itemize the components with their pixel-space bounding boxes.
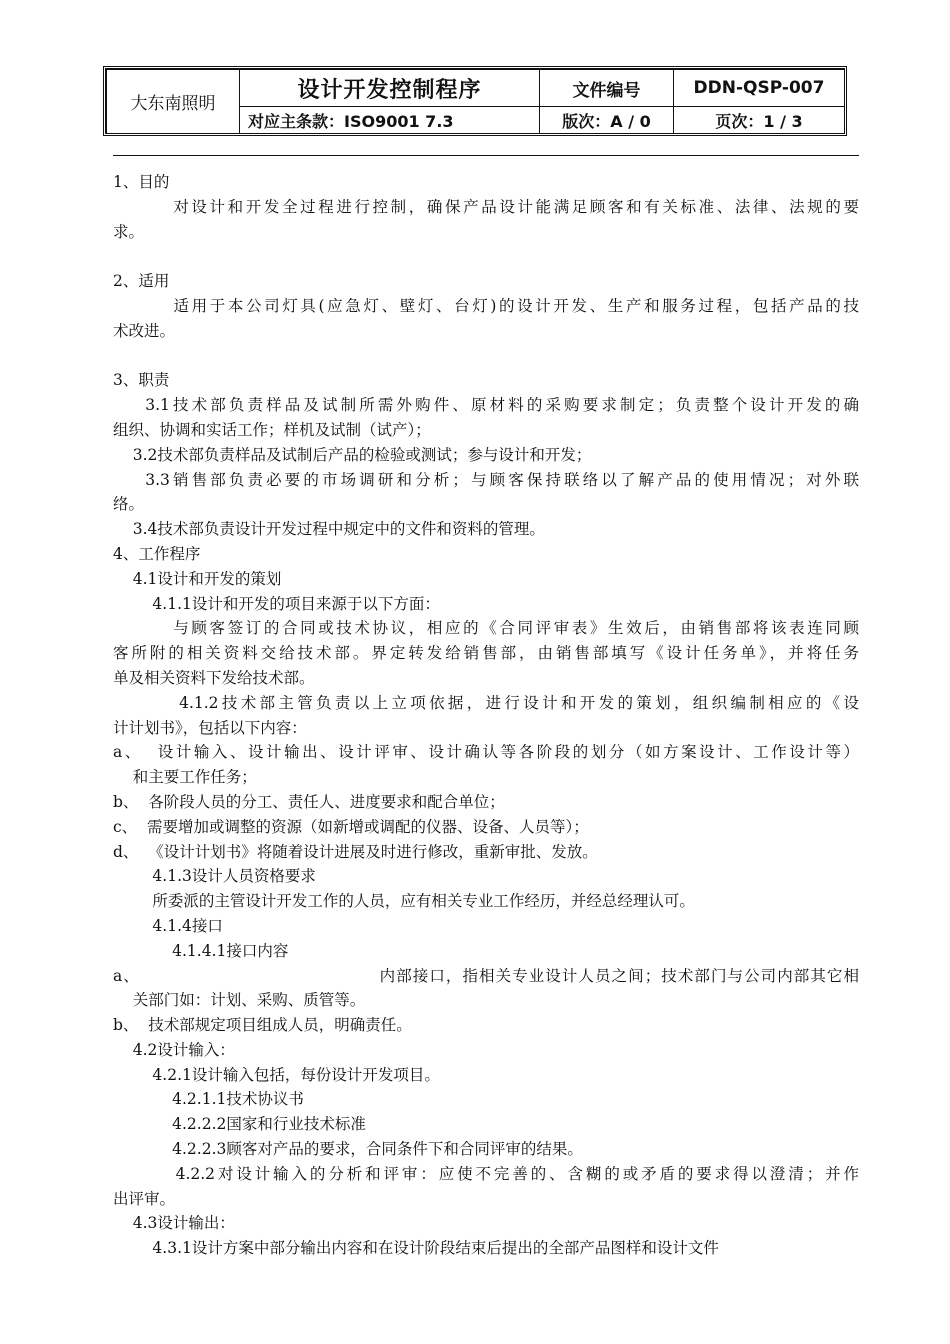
clause-reference: 对应主条款：ISO9001 7.3	[240, 107, 540, 134]
body-line: 4.1.1设计和开发的项目来源于以下方面：	[113, 594, 440, 613]
body-line: 3.1技术部负责样品及试制所需外购件、原材料的采购要求制定；负责整个设计开发的确	[113, 396, 859, 415]
body-line: c、 需要增加或调整的资源（如新增或调配的仪器、设备、人员等）；	[113, 817, 589, 836]
body-line: 适用于本公司灯具(应急灯、壁灯、台灯)的设计开发、生产和服务过程，包括产品的技	[113, 296, 859, 315]
body-line: 4.2.2.3顾客对产品的要求，合同条件下和合同评审的结果。	[113, 1140, 583, 1159]
body-line: 4.1.3设计人员资格要求	[113, 867, 316, 886]
body-line: 求。	[113, 222, 145, 241]
body-line: 4.1设计和开发的策划	[113, 569, 282, 588]
version-label: 版次：A / 0	[540, 107, 674, 134]
body-line: 1、目的	[113, 173, 170, 191]
body-line: 络。	[113, 495, 145, 514]
body-line: 3.2技术部负责样品及试制后产品的检验或测试；参与设计和开发；	[113, 445, 592, 464]
body-line: 4.2.2.2国家和行业技术标准	[113, 1115, 366, 1134]
body-line: b、 技术部规定项目组成人员，明确责任。	[113, 1016, 412, 1035]
body-line: 4.3.1设计方案中部分输出内容和在设计阶段结束后提出的全部产品图样和设计文件	[113, 1239, 719, 1258]
body-line: 4.2设计输入：	[113, 1040, 235, 1059]
body-line: a、 设计输入、设计输出、设计评审、设计确认等各阶段的划分（如方案设计、工作设计等）	[113, 743, 859, 762]
document-body	[113, 170, 859, 1261]
body-line: 3.4技术部负责设计开发过程中规定中的文件和资料的管理。	[113, 520, 545, 539]
header-table	[106, 69, 845, 134]
page-number: 页次：1 / 3	[674, 107, 845, 134]
body-line: 关部门如：计划、采购、质管等。	[113, 991, 366, 1010]
body-line: 4.1.2技术部主管负责以上立项依据，进行设计和开发的策划，组织编制相应的《设	[113, 693, 859, 712]
body-line: 组织、协调和实话工作；样机及试制（试产）；	[113, 420, 431, 439]
body-line: d、 《设计计划书》将随着设计进展及时进行修改，重新审批、发放。	[113, 842, 598, 861]
body-line: 单及相关资料下发给技术部。	[113, 668, 315, 687]
document-header	[103, 66, 847, 136]
body-line: 4.1.4.1接口内容	[113, 941, 289, 960]
body-line: 出评审。	[113, 1189, 176, 1208]
body-line: 4.3设计输出：	[113, 1214, 235, 1233]
body-line: 计计划书》，包括以下内容：	[113, 718, 307, 737]
body-line: 4.2.1设计输入包括，每份设计开发项目。	[113, 1065, 440, 1084]
body-line: 对设计和开发全过程进行控制，确保产品设计能满足顾客和有关标准、法律、法规的要	[113, 197, 859, 216]
body-line: 和主要工作任务；	[113, 768, 257, 787]
company-name: 大东南照明	[107, 70, 240, 134]
body-line: 4、工作程序	[113, 544, 201, 563]
body-line: 与顾客签订的合同或技术协议，相应的《合同评审表》生效后，由销售部将该表连同顾	[113, 619, 859, 638]
body-line: 3.3销售部负责必要的市场调研和分析；与顾客保持联络以了解产品的使用情况；对外联	[113, 470, 859, 489]
blank-line	[113, 344, 859, 369]
body-line: 4.2.1.1技术协议书	[113, 1090, 304, 1109]
body-line: b、 各阶段人员的分工、责任人、进度要求和配合单位；	[113, 792, 505, 811]
body-line: 4.2.2对设计输入的分析和评审：应使不完善的、含糊的或矛盾的要求得以澄清；并作	[113, 1164, 859, 1183]
body-line: a、 内部接口，指相关专业设计人员之间；技术部门与公司内部其它相	[113, 966, 859, 985]
body-line: 客所附的相关资料交给技术部。界定转发给销售部，由销售部填写《设计任务单》，并将任务	[113, 644, 859, 663]
doc-number: DDN-QSP-007	[674, 70, 845, 107]
body-line: 术改进。	[113, 321, 176, 340]
header-divider	[113, 155, 859, 156]
doc-number-label: 文件编号	[540, 70, 674, 107]
body-line: 3、职责	[113, 371, 170, 390]
document-title: 设计开发控制程序	[240, 70, 540, 107]
blank-line	[113, 244, 859, 269]
body-line: 所委派的主管设计开发工作的人员，应有相关专业工作经历，并经总经理认可。	[113, 892, 695, 911]
body-line: 4.1.4接口	[113, 916, 223, 935]
body-line: 2、适用	[113, 272, 170, 291]
